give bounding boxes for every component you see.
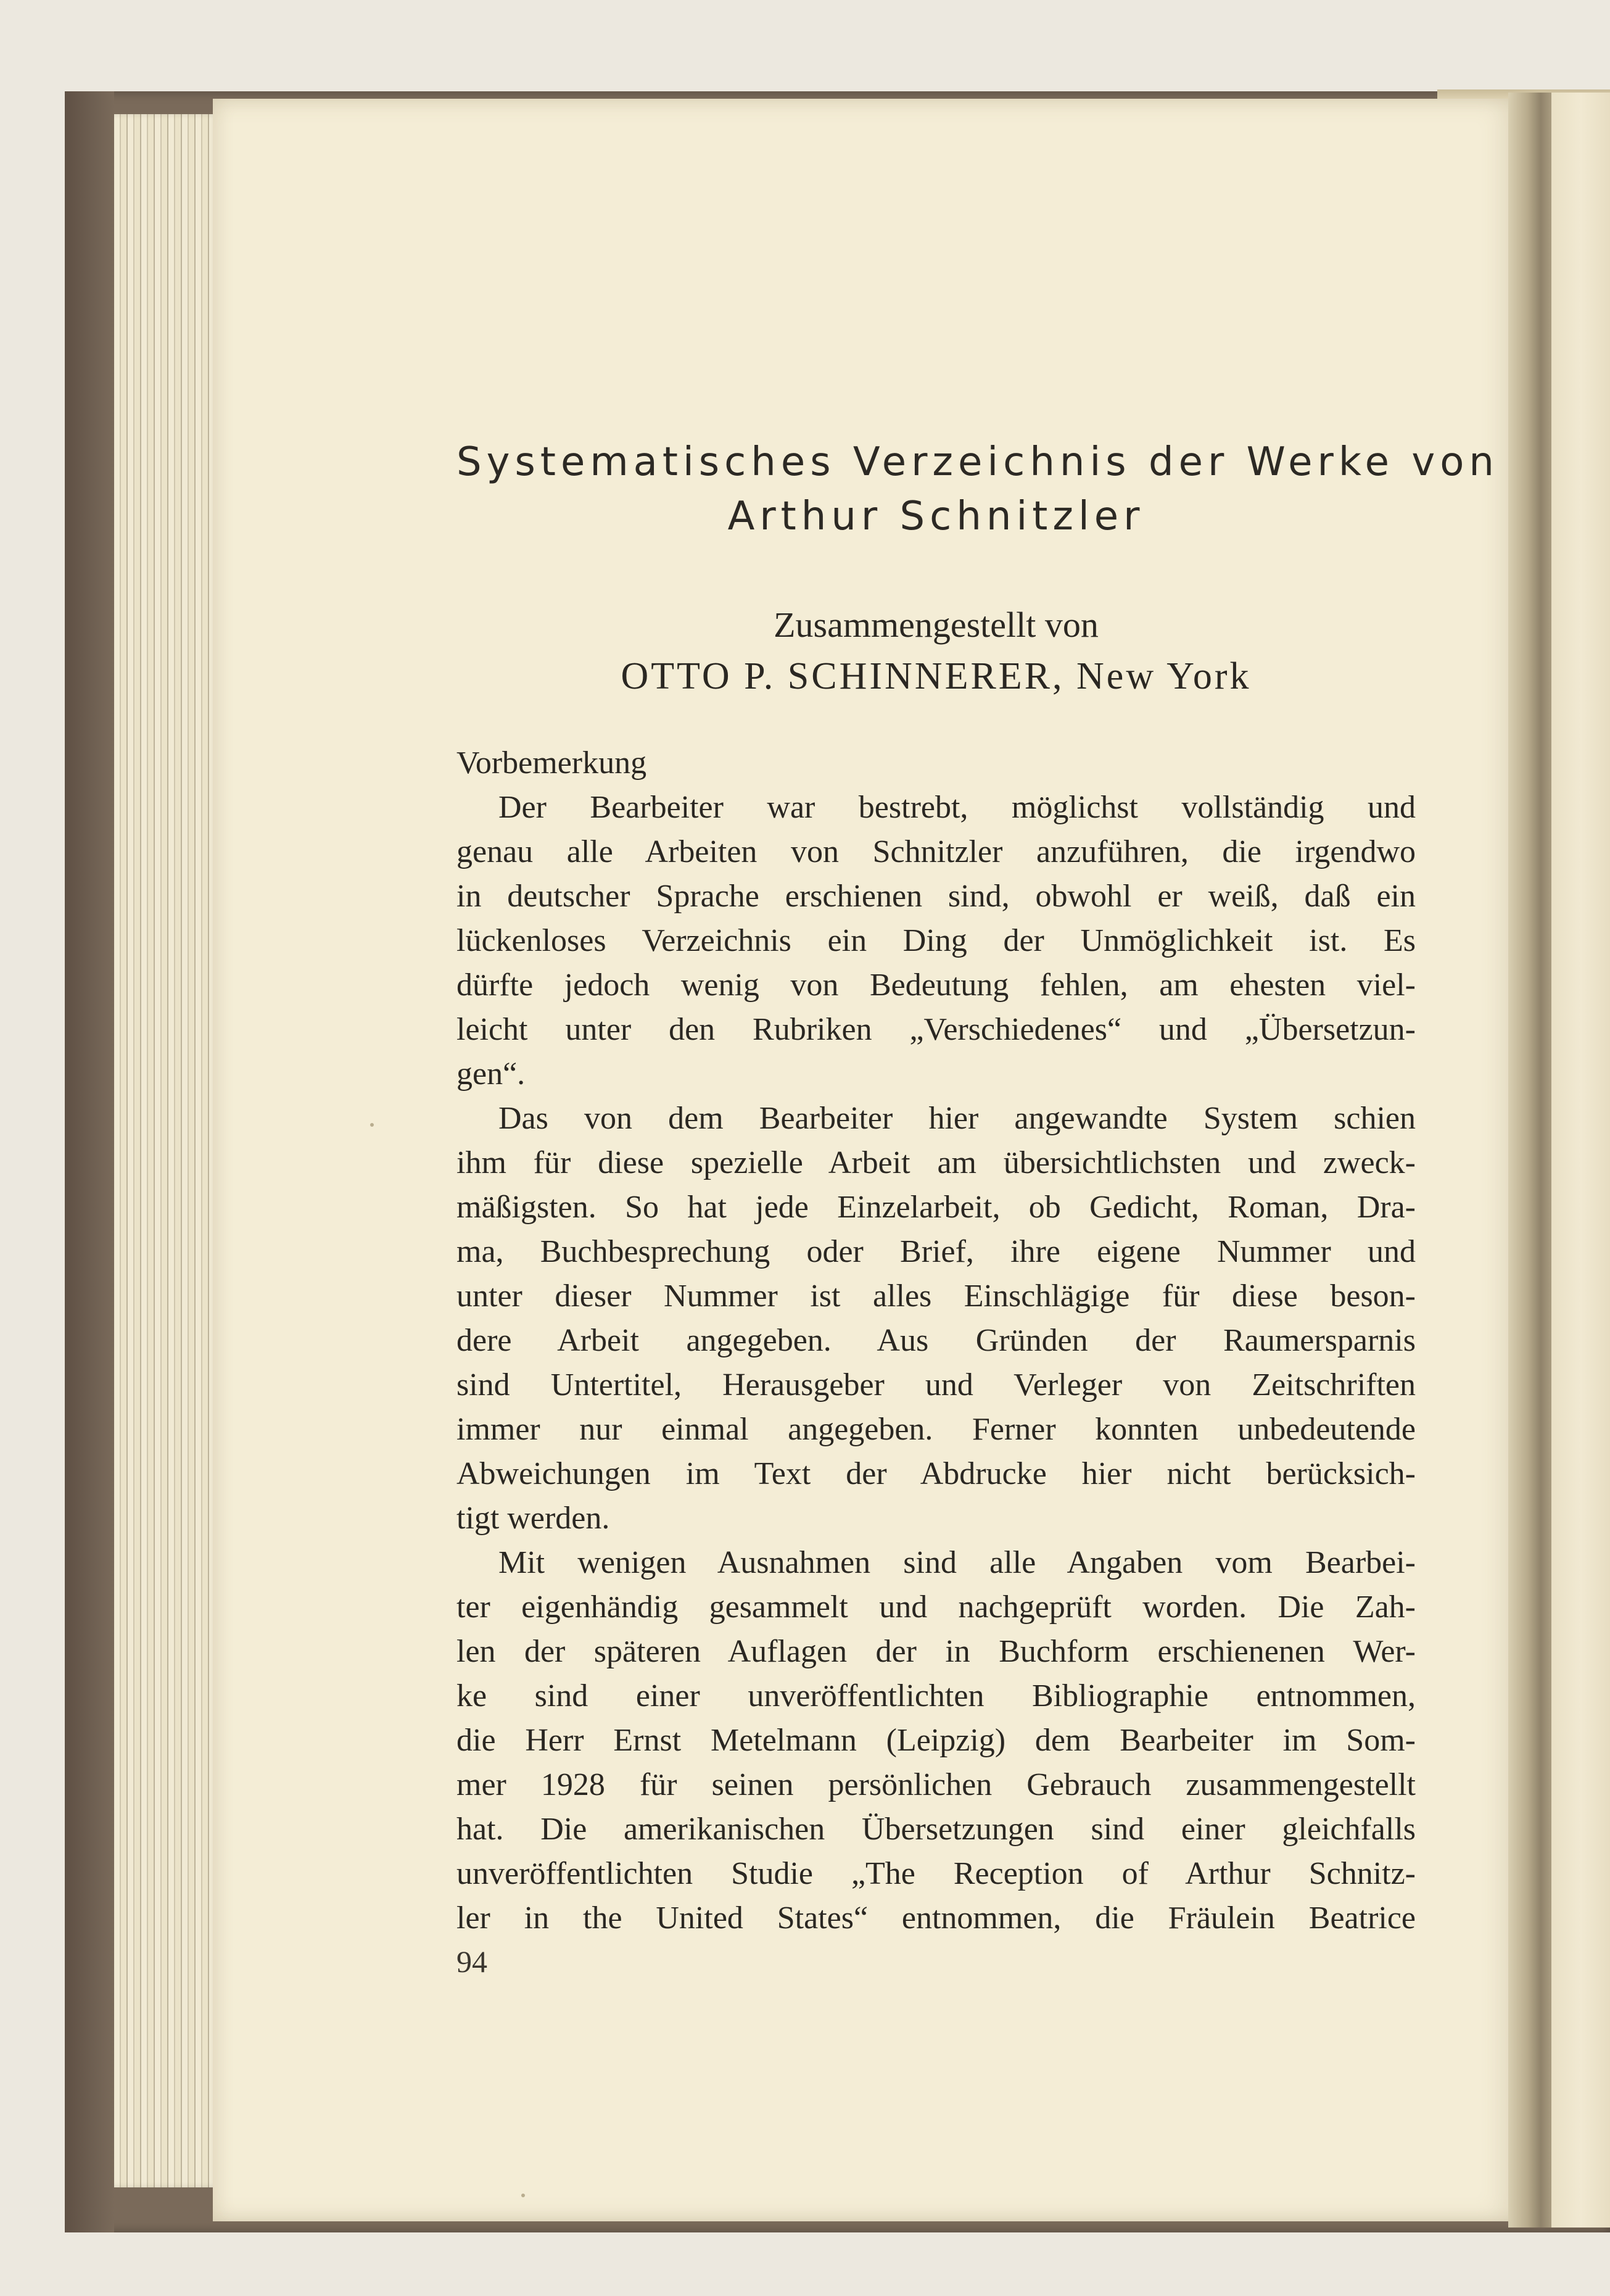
title-line-1: Systematisches Verzeichnis der Werke von [456,439,1499,485]
text-line: ma, Buchbesprechung oder Brief, ihre eigene Nummer und [456,1234,1416,1269]
paragraph-3 [456,1541,1416,1941]
page-number: 94 [456,1944,487,1979]
text-line: sind Untertitel, Herausgeber und Verleger von Zeitschriften [456,1367,1416,1403]
title-line-2: Arthur Schnitzler [727,494,1145,539]
text-line: unveröffentlichten Studie „The Reception of Arthur Schnitz- [456,1856,1416,1891]
paper-speck [521,2194,525,2197]
text-line: genau alle Arbeiten von Schnitzler anzuführen, die irgendwo [456,834,1416,869]
text-line: Der Bearbeiter war bestrebt, möglichst vollständig und [498,790,1416,825]
text-line: ler in the United States“ entnommen, die Fräulein Beatrice [456,1900,1416,1936]
paper-speck [370,1123,374,1127]
text-line: unter dieser Nummer ist alles Einschlägige für diese beson- [456,1279,1416,1314]
article-title [456,435,1499,544]
text-line: tigt werden. [456,1501,610,1536]
text-line: dürfte jedoch wenig von Bedeutung fehlen, am ehesten viel- [456,968,1416,1003]
text-line: dere Arbeit angegeben. Aus Gründen der Raumersparnis [456,1323,1416,1358]
facing-page-edge [1551,93,1610,2228]
text-line: hat. Die amerikanischen Übersetzungen sind einer gleichfalls [456,1812,1416,1847]
author-name: OTTO P. SCHINNERER, New York [621,655,1252,697]
text-line: ter eigenhändig gesammelt und nachgeprüft worden. Die Zah- [456,1589,1416,1625]
page-edges [114,114,219,2187]
text-line: len der späteren Auflagen der in Buchform erschienenen Wer- [456,1634,1416,1669]
text-line: Mit wenigen Ausnahmen sind alle Angaben vom Bearbei- [498,1545,1416,1580]
text-line: mäßigsten. So hat jede Einzelarbeit, ob Gedicht, Roman, Dra- [456,1190,1416,1225]
book-spine-edge [65,91,114,2232]
text-line: leicht unter den Rubriken „Verschiedenes“ und „Übersetzun- [456,1012,1416,1047]
text-line: Das von dem Bearbeiter hier angewandte System schien [498,1101,1416,1136]
page-content [456,435,1499,1941]
text-line: ihm für diese spezielle Arbeit am übersichtlichsten und zweck- [456,1145,1416,1180]
text-line: mer 1928 für seinen persönlichen Gebrauch zusammengestellt [456,1767,1416,1802]
paragraph-2 [456,1096,1416,1541]
text-line: ke sind einer unveröffentlichten Bibliographie entnommen, [456,1678,1416,1714]
section-heading: Vorbemerkung [456,745,647,781]
compiled-by-label: Zusammengestellt von [774,605,1099,645]
paragraph-1 [456,785,1416,1096]
text-line: gen“. [456,1056,526,1092]
text-line: die Herr Ernst Metelmann (Leipzig) dem Bearbeiter im Som- [456,1723,1416,1758]
text-line: in deutscher Sprache erschienen sind, obwohl er weiß, daß ein [456,879,1416,914]
text-line: Abweichungen im Text der Abdrucke hier nicht berücksich- [456,1456,1416,1491]
book-gutter [1508,93,1551,2228]
text-line: lückenloses Verzeichnis ein Ding der Unmöglichkeit ist. Es [456,923,1416,958]
text-line: immer nur einmal angegeben. Ferner konnten unbedeutende [456,1412,1416,1447]
